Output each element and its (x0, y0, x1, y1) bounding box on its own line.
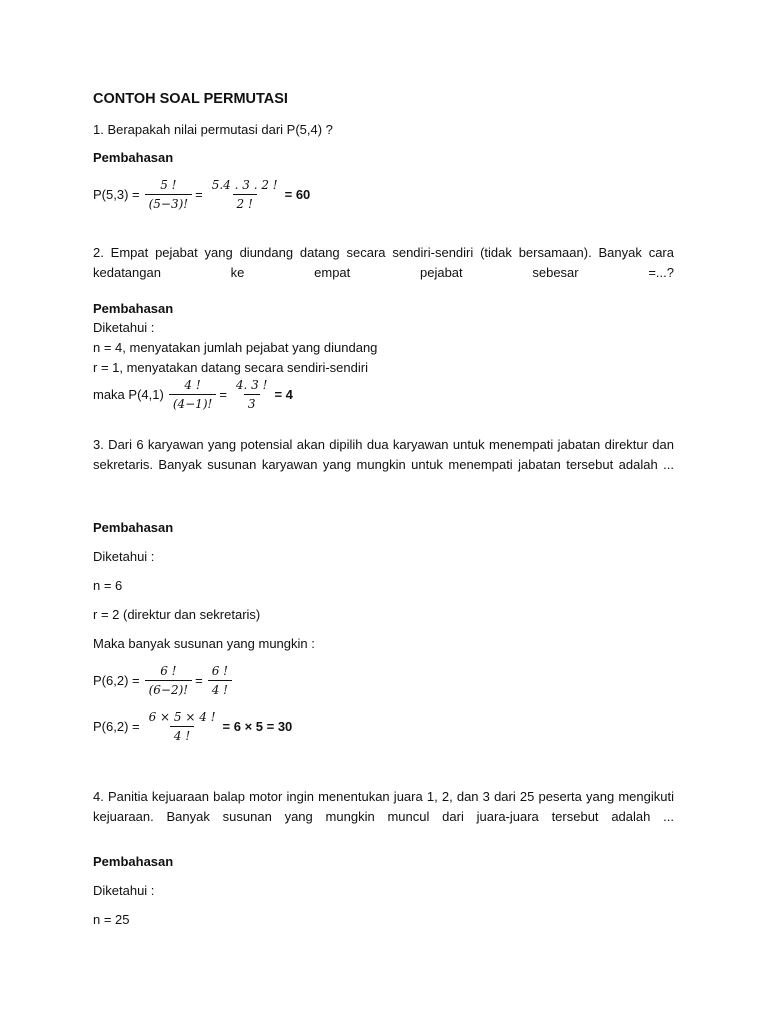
q3-known: Diketahui : (93, 549, 155, 564)
q2-lhs: maka P(4,1) (93, 386, 164, 402)
q3-question: 3. Dari 6 karyawan yang potensial akan dipilih dua karyawan untuk menempati jabatan direktur dan sekretaris. Banyak susunan karyawan yang mungkin untuk menempati jabatan tersebut adalah ... (93, 437, 674, 472)
q3-eq2-numerator: 6 × 5 × 4 ! (148, 710, 216, 724)
q2-result: = 4 (274, 386, 293, 402)
q2-known: Diketahui : (93, 320, 155, 335)
q3-eq1-fraction-1 (145, 664, 193, 697)
q4-known: Diketahui : (93, 883, 155, 898)
q3-eq2-result: = 6 × 5 = 30 (222, 718, 293, 734)
q2-f1-denominator: (4−1)! (169, 394, 217, 411)
page-title: CONTOH SOAL PERMUTASI (93, 91, 288, 107)
q1-heading: Pembahasan (93, 150, 174, 165)
q3-eq1-lhs: P(6,2) = (93, 672, 140, 688)
q2-fraction-2 (232, 378, 272, 411)
q2-f2-denominator: 3 (244, 394, 260, 411)
q2-f2-numerator: 4. 3 ! (235, 378, 268, 392)
q1-question: 1. Berapakah nilai permutasi dari P(5,4) ? (93, 122, 333, 137)
q1-result: = 60 (284, 186, 311, 202)
q3-eq1-f2-numerator: 6 ! (211, 664, 228, 678)
q3-eq1-equals: = (195, 672, 203, 688)
q2-equation (93, 378, 296, 411)
q1-lhs: P(5,3) = (93, 186, 140, 202)
q3-eq1-f1-numerator: 6 ! (160, 664, 177, 678)
q3-maka: Maka banyak susunan yang mungkin : (93, 636, 315, 651)
q3-r: r = 2 (direktur dan sekretaris) (93, 607, 261, 622)
q3-eq2-denominator: 4 ! (170, 726, 194, 743)
q2-heading: Pembahasan (93, 301, 174, 316)
q1-f2-numerator: 5.4 . 3 . 2 ! (211, 178, 278, 192)
q2-equals: = (219, 386, 227, 402)
q4-question: 4. Panitia kejuaraan balap motor ingin menentukan juara 1, 2, dan 3 dari 25 peserta yang mengikuti kejuaraan. Banyak susunan yang mungkin muncul dari juara-juara tersebut adalah ... (93, 789, 674, 824)
q1-equation (93, 178, 313, 211)
q3-eq1-f1-denominator: (6−2)! (145, 680, 193, 697)
q1-f2-denominator: 2 ! (233, 194, 257, 211)
q2-r: r = 1, menyatakan datang secara sendiri-sendiri (93, 360, 368, 375)
q2-f1-numerator: 4 ! (184, 378, 201, 392)
q3-heading: Pembahasan (93, 520, 174, 535)
q3-equation-1 (93, 664, 235, 697)
q1-f1-denominator: (5−3)! (145, 194, 193, 211)
q3-eq2-fraction (145, 710, 220, 743)
q1-fraction-2 (208, 178, 282, 211)
q3-equation-2 (93, 710, 295, 743)
q4-n: n = 25 (93, 912, 130, 927)
q4-heading: Pembahasan (93, 854, 174, 869)
q2-n: n = 4, menyatakan jumlah pejabat yang diundang (93, 340, 378, 355)
q3-eq1-f2-denominator: 4 ! (208, 680, 232, 697)
q1-equals: = (195, 186, 203, 202)
q1-fraction-1 (145, 178, 193, 211)
q3-n: n = 6 (93, 578, 123, 593)
q2-fraction-1 (169, 378, 217, 411)
q3-eq1-fraction-2 (208, 664, 232, 697)
q2-question: 2. Empat pejabat yang diundang datang secara sendiri-sendiri (tidak bersamaan). Banyak cara kedatangan ke empat pejabat sebesar =...? (93, 245, 674, 280)
q3-eq2-lhs: P(6,2) = (93, 718, 140, 734)
q1-f1-numerator: 5 ! (160, 178, 177, 192)
